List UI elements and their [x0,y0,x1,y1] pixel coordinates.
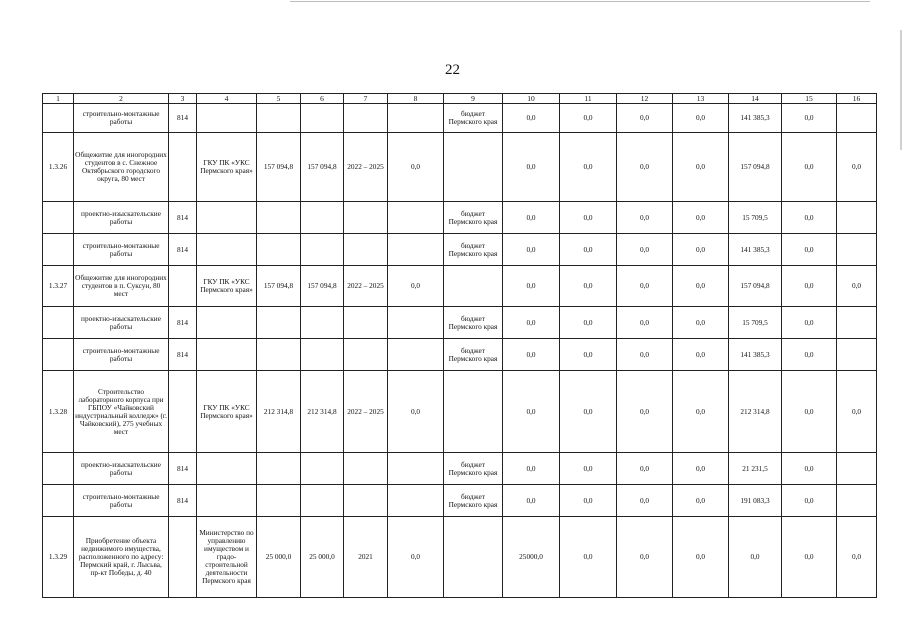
table-cell [197,339,257,371]
table-cell: Строительство лабораторного корпуса при ГБПОУ «Чайковский индустриальный колледж» (г. Чайковский), 275 учебных мест [74,371,169,453]
table-cell: ГКУ ПК «УКС Пермского края» [197,371,257,453]
table-cell [43,234,74,266]
table-cell: 0,0 [673,202,729,234]
column-header: 7 [344,94,388,104]
table-cell: 25 000,0 [257,517,301,598]
table-cell [344,339,388,371]
budget-table [42,93,877,598]
table-cell [197,234,257,266]
table-cell [257,104,301,133]
table-cell: проектно-изыскательские работы [74,453,169,485]
table-cell: 0,0 [782,307,837,339]
table-cell: 0,0 [560,371,617,453]
table-cell [388,202,444,234]
table-cell [301,202,344,234]
table-cell: 0,0 [560,339,617,371]
table-cell: 0,0 [503,307,560,339]
table-cell: ГКУ ПК «УКС Пермского края» [197,266,257,307]
table-cell: ГКУ ПК «УКС Пермского края» [197,133,257,202]
table-cell: Министерство по управлению имуществом и градо-строительной деятельности Пермского края [197,517,257,598]
table-cell [301,307,344,339]
table-cell: 0,0 [617,517,673,598]
column-header: 13 [673,94,729,104]
table-cell [257,234,301,266]
column-header: 6 [301,94,344,104]
table-cell: бюджет Пермского края [444,307,503,339]
table-cell: 814 [169,234,197,266]
table-cell: 141 385,3 [729,104,782,133]
table-cell: 21 231,5 [729,453,782,485]
table-cell [444,133,503,202]
table-cell [444,371,503,453]
table-cell: 0,0 [388,266,444,307]
table-cell: 0,0 [617,266,673,307]
table-cell: 157 094,8 [301,133,344,202]
table-cell [43,307,74,339]
table-cell [257,202,301,234]
table-cell: 0,0 [673,104,729,133]
table-cell: 0,0 [560,266,617,307]
table-cell [344,202,388,234]
table-cell [388,453,444,485]
table-cell: 0,0 [673,339,729,371]
table-cell: 0,0 [617,307,673,339]
table-cell: 0,0 [617,339,673,371]
column-header: 2 [74,94,169,104]
table-cell [388,104,444,133]
table-row [43,307,877,339]
table-cell [301,104,344,133]
column-header: 1 [43,94,74,104]
table-cell: 0,0 [560,202,617,234]
table-cell [43,485,74,517]
table-cell: бюджет Пермского края [444,234,503,266]
table-cell: строительно-монтажные работы [74,485,169,517]
table-cell [197,453,257,485]
table-cell: 814 [169,485,197,517]
table-cell [344,453,388,485]
table-row [43,371,877,453]
table-cell: 0,0 [782,234,837,266]
table-cell: 814 [169,307,197,339]
table-cell [301,453,344,485]
table-row [43,453,877,485]
table-cell: 0,0 [617,202,673,234]
column-header: 4 [197,94,257,104]
table-cell: 0,0 [503,339,560,371]
table-cell [169,266,197,307]
table-cell: Приобретение объекта недвижимого имущества, расположенного по адресу: Пермский край, г. Лысьва, пр-кт Победы, д. 40 [74,517,169,598]
scan-edge-mark [900,30,902,150]
table-cell: 157 094,8 [301,266,344,307]
table-cell: 212 314,8 [301,371,344,453]
table-cell [169,517,197,598]
table-cell [197,307,257,339]
table-cell [837,104,877,133]
table-cell [169,371,197,453]
table-cell [837,307,877,339]
table-cell: 814 [169,104,197,133]
table-cell: 212 314,8 [729,371,782,453]
table-cell: 2022 – 2025 [344,371,388,453]
table-cell [301,485,344,517]
table-cell: бюджет Пермского края [444,485,503,517]
table-cell: бюджет Пермского края [444,202,503,234]
table-cell [344,104,388,133]
table-cell: строительно-монтажные работы [74,104,169,133]
table-cell: 141 385,3 [729,234,782,266]
table-cell [257,485,301,517]
page-number: 22 [445,62,460,78]
table-cell: 0,0 [503,485,560,517]
table-cell: 0,0 [673,307,729,339]
table-cell: 0,0 [782,517,837,598]
table-cell: Общежитие для иногородних студентов в с. Снежное Октябрьского городского округа, 80 мест [74,133,169,202]
table-cell: бюджет Пермского края [444,104,503,133]
table-row [43,234,877,266]
table-cell: Общежитие для иногородних студентов в п. Суксун, 80 мест [74,266,169,307]
column-header: 3 [169,94,197,104]
table-cell [344,485,388,517]
table-cell: бюджет Пермского края [444,453,503,485]
table-cell: 0,0 [503,104,560,133]
table-cell [197,485,257,517]
table-cell: 0,0 [617,453,673,485]
column-header: 10 [503,94,560,104]
table-cell: строительно-монтажные работы [74,339,169,371]
table-cell: 0,0 [673,517,729,598]
table-cell: проектно-изыскательские работы [74,202,169,234]
table-cell: 0,0 [837,133,877,202]
table-cell: 0,0 [837,266,877,307]
table-cell [169,133,197,202]
table-cell: 0,0 [837,517,877,598]
table-cell: 0,0 [560,104,617,133]
table-cell: 15 709,5 [729,202,782,234]
table-cell: 0,0 [388,371,444,453]
table-cell: 0,0 [503,453,560,485]
column-header: 14 [729,94,782,104]
table-cell [837,485,877,517]
table-cell: 0,0 [673,234,729,266]
table-cell [837,202,877,234]
table-cell: 0,0 [388,133,444,202]
table-cell: 0,0 [560,133,617,202]
top-rule [290,1,870,2]
header-row [43,94,877,104]
table-cell: 212 314,8 [257,371,301,453]
table-cell [197,104,257,133]
table-row [43,339,877,371]
table-cell [301,339,344,371]
table-cell: 0,0 [503,202,560,234]
table-row [43,133,877,202]
table-row [43,202,877,234]
table-row [43,517,877,598]
table-cell: 0,0 [782,453,837,485]
table-cell: 0,0 [782,202,837,234]
table-cell: 0,0 [782,339,837,371]
table-cell: 141 385,3 [729,339,782,371]
table-cell: 814 [169,453,197,485]
table-cell: 0,0 [617,133,673,202]
table-cell: 0,0 [673,371,729,453]
table-cell: 1.3.29 [43,517,74,598]
table-cell: 157 094,8 [729,266,782,307]
table-cell: 0,0 [782,371,837,453]
table-row [43,266,877,307]
table-cell [837,234,877,266]
column-header: 5 [257,94,301,104]
table-cell [344,234,388,266]
table-cell: 15 709,5 [729,307,782,339]
table-cell [301,234,344,266]
table-cell: 0,0 [673,266,729,307]
table-cell: 1.3.26 [43,133,74,202]
table-cell: 2022 – 2025 [344,133,388,202]
column-header: 9 [444,94,503,104]
table-cell: 0,0 [617,371,673,453]
table-cell: 191 083,3 [729,485,782,517]
table-cell: 0,0 [673,453,729,485]
table-cell: 0,0 [673,485,729,517]
table-cell: 0,0 [617,234,673,266]
table-cell [43,202,74,234]
table-cell [388,234,444,266]
table-cell: 2021 [344,517,388,598]
table-cell: 0,0 [617,104,673,133]
table-cell: 0,0 [782,104,837,133]
table-cell: 0,0 [837,371,877,453]
table-cell: 0,0 [388,517,444,598]
column-header: 16 [837,94,877,104]
table-cell: 0,0 [617,485,673,517]
column-header: 8 [388,94,444,104]
table-cell: 25000,0 [503,517,560,598]
table-cell [388,307,444,339]
table-cell: 0,0 [782,485,837,517]
table-cell [444,266,503,307]
table-cell: 157 094,8 [257,266,301,307]
table-cell [197,202,257,234]
table-cell: 0,0 [560,453,617,485]
table-cell: строительно-монтажные работы [74,234,169,266]
table-cell [388,485,444,517]
table-cell: 0,0 [782,266,837,307]
table-cell: 0,0 [729,517,782,598]
table-cell: 25 000,0 [301,517,344,598]
table-cell: 1.3.27 [43,266,74,307]
table-cell [43,104,74,133]
table-cell: 814 [169,202,197,234]
table-cell [257,339,301,371]
table-cell: бюджет Пермского края [444,339,503,371]
table-cell [257,307,301,339]
table-cell: 0,0 [673,133,729,202]
table-cell: 0,0 [503,266,560,307]
column-header: 15 [782,94,837,104]
table-cell [43,339,74,371]
table-cell: 0,0 [560,234,617,266]
table-cell: 0,0 [782,133,837,202]
table-cell [257,453,301,485]
table-cell: 157 094,8 [729,133,782,202]
table-cell [344,307,388,339]
table-cell: 0,0 [503,234,560,266]
column-header: 12 [617,94,673,104]
table-cell: 0,0 [503,133,560,202]
column-header: 11 [560,94,617,104]
table-row [43,485,877,517]
table-cell: 814 [169,339,197,371]
table-cell: 2022 – 2025 [344,266,388,307]
table-cell [837,339,877,371]
table-cell: 157 094,8 [257,133,301,202]
table-cell: 0,0 [560,517,617,598]
table-cell: проектно-изыскательские работы [74,307,169,339]
table-cell [388,339,444,371]
table-cell: 0,0 [503,371,560,453]
table-cell [444,517,503,598]
table-cell: 0,0 [560,307,617,339]
table-cell [43,453,74,485]
table-cell: 0,0 [560,485,617,517]
table-cell: 1.3.28 [43,371,74,453]
table-row [43,104,877,133]
table-cell [837,453,877,485]
